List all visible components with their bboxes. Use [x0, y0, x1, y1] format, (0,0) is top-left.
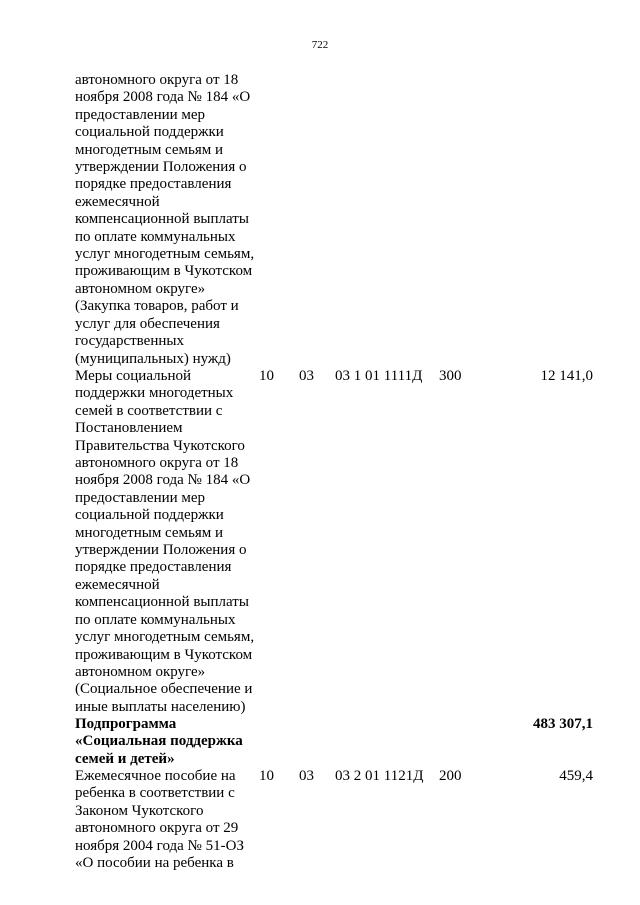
description-line: многодетным семьям и — [75, 141, 224, 158]
description-line: семей и детей» — [75, 750, 175, 767]
description-line: (муниципальных) нужд) — [75, 350, 231, 367]
description-line: государственных — [75, 333, 184, 350]
description-line: семей в соответствии с — [75, 402, 223, 419]
description-line: Ежемесячное пособие на — [75, 768, 236, 784]
description-line: автономном округе» — [75, 663, 206, 680]
amount: 12 141,0 — [540, 368, 593, 384]
description-line: ноября 2008 года № 184 «О — [75, 89, 251, 106]
amount: 459,4 — [559, 768, 593, 784]
row-description — [75, 716, 257, 768]
description-line: Законом Чукотского — [75, 802, 204, 819]
target-article-code: 03 2 01 1121Д — [335, 768, 424, 784]
description-line: по оплате коммунальных — [75, 228, 236, 245]
description-line: ежемесячной — [75, 193, 160, 210]
expense-type-code: 300 — [439, 368, 462, 384]
description-line: автономном округе» — [75, 280, 206, 297]
description-line: компенсационной выплаты — [75, 594, 249, 611]
description-line: утверждении Положения о — [75, 542, 247, 559]
description-line: автономного округа от 18 — [75, 455, 239, 472]
description-line: Правительства Чукотского — [75, 437, 245, 454]
subsection-code: 03 — [299, 768, 314, 784]
description-line: услуг для обеспечения — [75, 315, 220, 332]
description-line: предоставлении мер — [75, 106, 206, 123]
row-description — [75, 768, 257, 872]
page-number: 722 — [311, 39, 329, 51]
amount: 483 307,1 — [533, 716, 593, 732]
section-code: 10 — [259, 368, 274, 384]
description-line: многодетным семьям и — [75, 524, 224, 541]
description-line: предоставлении мер — [75, 489, 206, 506]
description-line: (Закупка товаров, работ и — [75, 298, 239, 315]
description-line: услуг многодетным семьям, — [75, 246, 255, 263]
description-line: автономного округа от 18 — [75, 72, 239, 88]
description-line: проживающим в Чукотском — [75, 263, 253, 280]
section-code: 10 — [259, 768, 274, 784]
description-line: услуг многодетным семьям, — [75, 629, 255, 646]
description-line: ноября 2004 года № 51-ОЗ — [75, 837, 244, 854]
description-line: иные выплаты населению) — [75, 698, 246, 715]
description-line: автономного округа от 29 — [75, 820, 239, 837]
description-line: «Социальная поддержка — [75, 733, 243, 750]
description-line: проживающим в Чукотском — [75, 646, 253, 663]
description-line: утверждении Положения о — [75, 159, 247, 176]
description-line: Меры социальной — [75, 368, 192, 384]
description-line: социальной поддержки — [75, 507, 224, 524]
description-line: ноября 2008 года № 184 «О — [75, 472, 251, 489]
row-description — [75, 368, 257, 716]
description-line: компенсационной выплаты — [75, 211, 249, 228]
description-line: «О пособии на ребенка в — [75, 855, 234, 872]
description-line: (Социальное обеспечение и — [75, 681, 253, 698]
row-description — [75, 72, 257, 368]
subsection-code: 03 — [299, 368, 314, 384]
target-article-code: 03 1 01 1111Д — [335, 368, 423, 384]
description-line: ребенка в соответствии с — [75, 785, 235, 802]
description-line: порядке предоставления — [75, 176, 232, 193]
description-line: Подпрограмма — [75, 716, 177, 732]
description-line: ежемесячной — [75, 576, 160, 593]
description-line: социальной поддержки — [75, 124, 224, 141]
description-line: Постановлением — [75, 420, 183, 437]
description-line: по оплате коммунальных — [75, 611, 236, 628]
expense-type-code: 200 — [439, 768, 462, 784]
description-line: порядке предоставления — [75, 559, 232, 576]
description-line: поддержки многодетных — [75, 385, 234, 402]
